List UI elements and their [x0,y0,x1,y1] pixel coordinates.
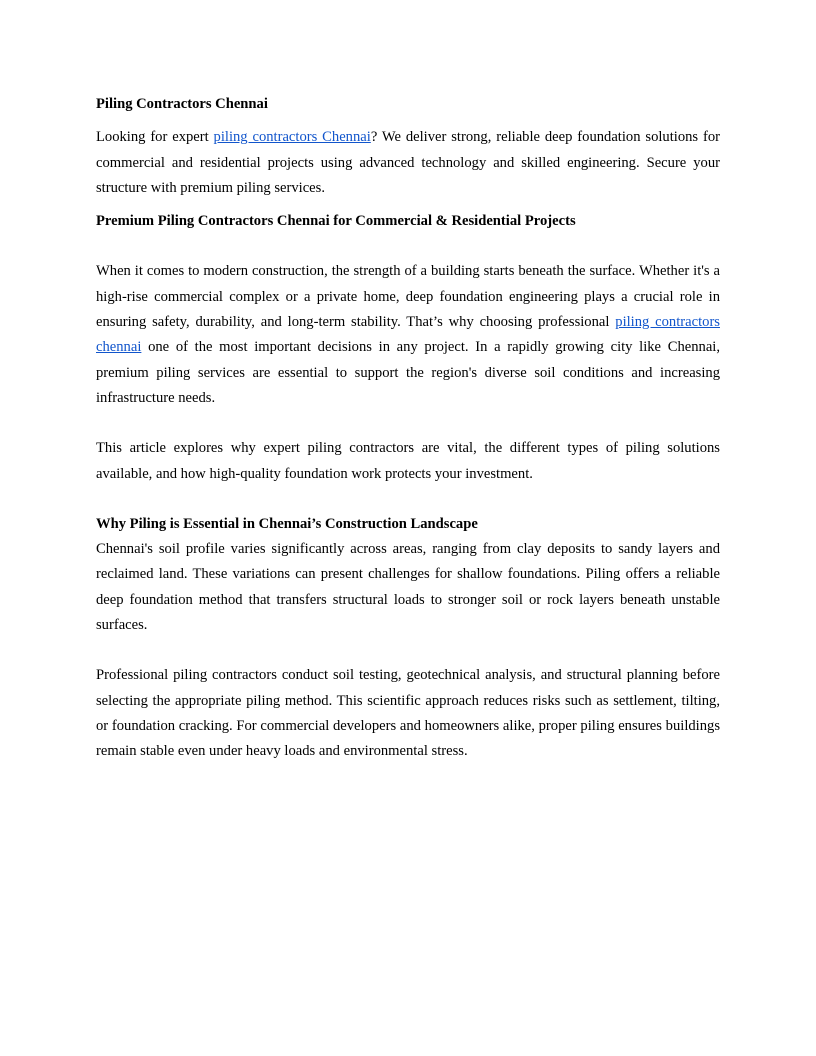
intro-text-before: Looking for expert [96,129,214,146]
spacer [96,638,720,663]
section-heading-premium: Premium Piling Contractors Chennai for Commercial & Residential Projects [96,213,576,230]
section-heading-why-piling: Why Piling is Essential in Chennai’s Construction Landscape [96,515,478,532]
intro-text-after: ? We deliver strong, reliable deep foundation solutions for commercial and residential projects using advanced technology and skilled engineering. Secure your structure with premium piling services. [96,129,720,196]
spacer [96,234,720,259]
section1-paragraph-2: This article explores why expert piling contractors are vital, the different types of piling solutions available, and how high-quality foundation work protects your investment. [96,440,720,482]
section2-paragraph-1: Chennai's soil profile varies significantly across areas, ranging from clay deposits to sandy layers and reclaimed land. These variations can present challenges for shallow foundations. Piling offers a reliable deep foundation method that transfers structural loads to stronger soil or rock layers beneath unstable surfaces. [96,541,720,634]
section1-p1-after: one of the most important decisions in any project. In a rapidly growing city like Chennai, premium piling services are essential to support the region's diverse soil conditions and increasing infrastructure needs. [96,339,720,406]
spacer [96,117,720,125]
piling-contractors-chennai-link[interactable]: piling contractors chennai [96,314,720,356]
section1-p1-before: When it comes to modern construction, the strength of a building starts beneath the surface. Whether it's a high-rise commercial complex or a private home, deep foundation engineering plays a crucial role in ensuring safety, durability, and long-term stability. That’s why choosing professional [96,263,720,331]
section1-paragraph-1 [96,259,720,411]
section2-paragraph-2: Professional piling contractors conduct soil testing, geotechnical analysis, and structural planning before selecting the appropriate piling method. This scientific approach reduces risks such as settlement, tilting, or foundation cracking. For commercial developers and homeowners alike, proper piling ensures buildings remain stable even under heavy loads and environmental stress. [96,667,720,760]
document-page [96,92,720,765]
spacer [96,487,720,512]
piling-contractors-link[interactable]: piling contractors Chennai [213,129,371,146]
document-title: Piling Contractors Chennai [96,96,268,112]
spacer [96,411,720,436]
spacer [96,201,720,209]
intro-paragraph [96,125,720,201]
